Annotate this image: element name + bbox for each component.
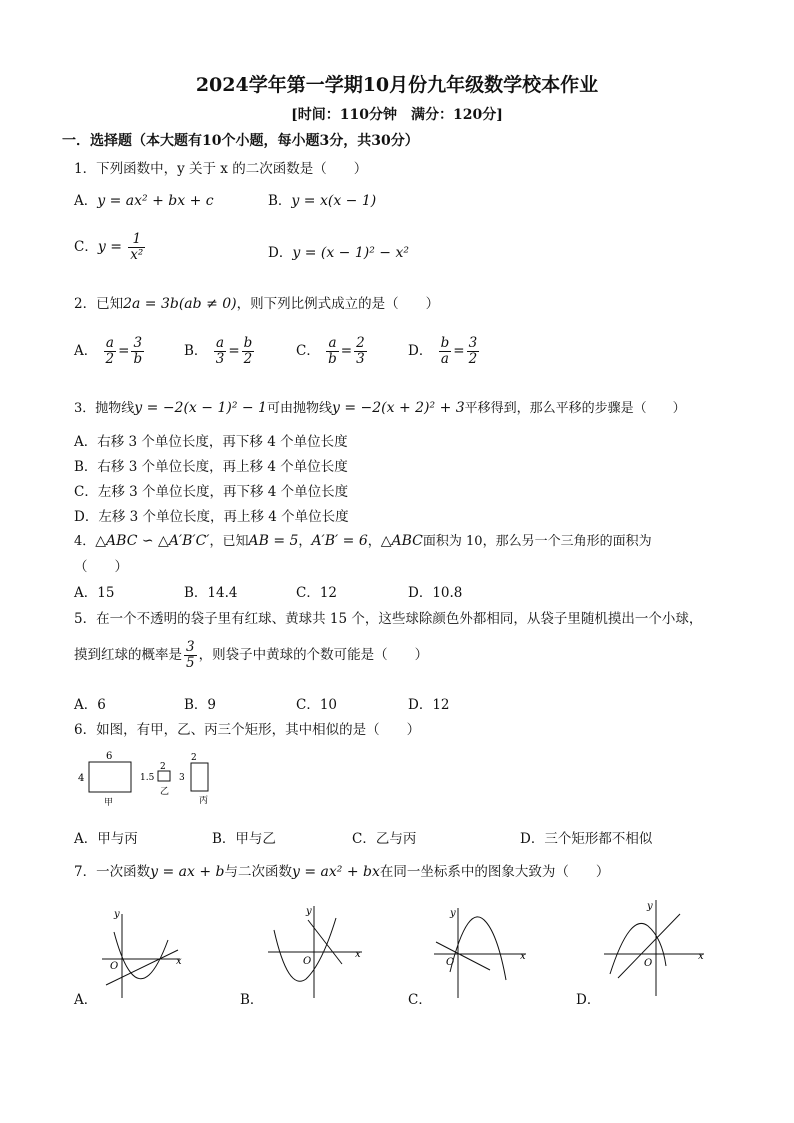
q4-option-d[interactable]: D．10.8 [408, 585, 463, 601]
question-7-stem [74, 860, 609, 880]
y-axis-label: y [306, 906, 312, 917]
stem-text: 面积为 10，那么另一个三角形的面积为 [422, 534, 652, 549]
q2-option-b[interactable] [184, 336, 256, 367]
option-label: B． [268, 193, 292, 209]
x-axis-label: x [520, 951, 526, 962]
fraction [104, 336, 117, 367]
denominator: b [328, 351, 337, 367]
option-label: D． [268, 245, 293, 261]
numerator: a [104, 336, 117, 352]
numerator: 3 [468, 335, 478, 351]
denominator: 3 [356, 351, 365, 367]
rect-bing-label: 丙 [199, 796, 209, 806]
question-5-stem-line1: 5．在一个不透明的袋子里有红球、黄球共 15 个，这些球除颜色外都相同，从袋子里随机摸出一个小球， [74, 611, 703, 627]
stem-text: 平移得到，那么平移的步骤是（ ） [464, 401, 686, 416]
denominator: 2 [243, 351, 253, 367]
denominator: 3 [215, 351, 225, 367]
q4-option-a[interactable]: A．15 [74, 585, 115, 601]
q5-option-b[interactable]: B．9 [184, 697, 217, 713]
stem-math: y = −2(x − 1)² − 1 [134, 400, 267, 416]
numerator: 3 [131, 336, 144, 352]
q6-option-c[interactable]: C．乙与丙 [352, 831, 417, 847]
stem-text: 与二次函数 [224, 864, 292, 880]
q3-option-d[interactable]: D．左移 3 个单位长度，再上移 4 个单位长度 [74, 509, 349, 525]
q6-option-b[interactable]: B．甲与乙 [212, 831, 276, 847]
rect-jia-width: 6 [106, 751, 113, 762]
fraction [131, 336, 144, 367]
denominator: b [133, 351, 143, 367]
option-label: D． [408, 343, 433, 359]
q6-option-a[interactable]: A．甲与丙 [74, 831, 138, 847]
rect-yi-height: 1.5 [140, 773, 155, 783]
equals-sign: = [340, 343, 353, 359]
question-1-stem: 1．下列函数中，y 关于 x 的二次函数是（ ） [74, 161, 368, 177]
origin-label: O [303, 956, 312, 967]
parabola-curve [610, 923, 666, 974]
question-6-stem: 6．如图，有甲，乙、丙三个矩形，其中相似的是（ ） [74, 722, 421, 738]
q1-d-expr: y = (x − 1)² − x² [292, 245, 409, 261]
rect-bing-height: 3 [179, 773, 185, 783]
x-axis-label: x [176, 956, 182, 967]
q5-option-d[interactable]: D．12 [408, 697, 450, 713]
rect-yi-label: 乙 [160, 787, 170, 797]
rect-bing [191, 763, 208, 791]
page-title: 2024学年第一学期10月份九年级数学校本作业 [195, 74, 599, 96]
y-axis-label: y [647, 901, 653, 912]
numerator: a [214, 336, 227, 352]
q3-option-a[interactable]: A．右移 3 个单位长度，再下移 4 个单位长度 [74, 434, 348, 450]
stem-text: 2．已知 [74, 296, 124, 312]
q7-graph-b [262, 902, 362, 1002]
fraction [354, 336, 367, 367]
q6-rectangles-figure [74, 748, 224, 810]
q1-option-c[interactable] [74, 232, 147, 263]
denominator: 5 [186, 655, 195, 671]
q1-c-fraction [128, 232, 145, 263]
stem-text: ，则下列比例式成立的是（ ） [236, 296, 440, 312]
q4-option-b[interactable]: B．14.4 [184, 585, 238, 601]
section-heading: 一．选择题（本大题有10个小题，每小题3分，共30分） [62, 133, 419, 149]
x-axis-label: x [698, 951, 704, 962]
q7-option-c[interactable]: C． [408, 992, 432, 1008]
rect-jia-label: 甲 [104, 798, 114, 808]
numerator: 3 [186, 639, 195, 655]
stem-math: y = ax² + bx [291, 864, 380, 880]
origin-label: O [644, 958, 653, 969]
stem-text: ， [298, 534, 312, 549]
fraction [467, 336, 480, 367]
option-label: A． [74, 193, 98, 209]
equals-sign: = [228, 343, 240, 359]
rect-bing-width: 2 [191, 753, 197, 763]
linear-line [436, 942, 490, 970]
stem-text: ，则袋子中黄球的个数可能是（ ） [198, 647, 429, 663]
q7-option-b[interactable]: B． [240, 992, 264, 1008]
equals-sign: = [118, 343, 130, 359]
question-3-stem [74, 397, 686, 416]
q1-option-d[interactable] [268, 241, 409, 261]
numerator: b [440, 335, 450, 351]
y-axis-label: y [114, 909, 120, 920]
q7-graph-c [428, 902, 528, 1002]
q1-b-expr: y = x(x − 1) [291, 193, 377, 209]
option-label: A． [74, 343, 98, 359]
question-4-answer-blank: （ ） [74, 559, 128, 575]
stem-text: 在同一坐标系中的图象大致为（ ） [379, 864, 610, 880]
y-axis-label: y [450, 908, 456, 919]
probability-fraction [184, 640, 197, 671]
q2-option-d[interactable] [408, 336, 481, 367]
q7-option-d[interactable]: D． [576, 992, 601, 1008]
q1-c-lhs: y = [97, 239, 122, 255]
q7-graph-a [92, 902, 192, 1002]
stem-text: 3．抛物线 [74, 401, 135, 416]
stem-math: y = −2(x + 2)² + 3 [331, 400, 465, 416]
stem-text: 可由抛物线 [266, 401, 332, 416]
x-axis-label: x [355, 949, 361, 960]
exam-time-score: [时间：110分钟 满分：120分] [291, 107, 503, 123]
equals-sign: = [453, 343, 465, 359]
rect-jia-height: 4 [78, 773, 85, 784]
denominator: a [440, 351, 449, 367]
parabola-curve [274, 918, 336, 981]
fraction [326, 336, 339, 367]
stem-text: 7．一次函数 [74, 864, 151, 880]
stem-math: 2a = 3b(ab ≠ 0) [123, 296, 237, 312]
stem-math: △ABC ∽ △A′B′C′ [95, 533, 210, 549]
stem-text: 4． [74, 534, 96, 549]
q6-option-d[interactable]: D．三个矩形都不相似 [520, 831, 653, 847]
stem-math: △ABC [380, 533, 423, 549]
q7-option-a[interactable]: A． [74, 992, 98, 1008]
q3-option-c[interactable]: C．左移 3 个单位长度，再下移 4 个单位长度 [74, 484, 349, 500]
origin-label: O [110, 961, 119, 972]
option-label: C． [296, 343, 320, 359]
question-5-stem-line2 [74, 640, 428, 671]
q1-option-b[interactable] [268, 189, 376, 209]
numerator: b [243, 335, 253, 351]
stem-math: AB = 5 [248, 533, 299, 549]
option-label: B． [184, 343, 208, 359]
question-4-stem [74, 530, 652, 549]
q4-option-c[interactable]: C．12 [296, 585, 338, 601]
rect-jia [89, 762, 131, 792]
q3-option-b[interactable]: B．右移 3 个单位长度，再上移 4 个单位长度 [74, 459, 348, 475]
q5-option-c[interactable]: C．10 [296, 697, 338, 713]
linear-line [308, 920, 342, 964]
q5-option-a[interactable]: A．6 [74, 697, 106, 713]
question-2-stem [74, 292, 439, 312]
numerator: 1 [128, 232, 145, 248]
numerator: 2 [356, 335, 365, 351]
rect-yi [158, 771, 170, 781]
fraction [439, 336, 452, 367]
option-label: C． [74, 239, 98, 255]
fraction [242, 336, 255, 367]
rect-yi-width: 2 [160, 762, 166, 772]
numerator: a [326, 336, 339, 352]
fraction [214, 336, 227, 367]
denominator: x² [130, 247, 144, 263]
stem-math: A′B′ = 6 [311, 533, 368, 549]
denominator: 2 [105, 351, 115, 367]
q2-option-a[interactable] [74, 336, 146, 367]
q7-graph-d [600, 896, 710, 1000]
stem-math: y = ax + b [150, 864, 225, 880]
origin-label: O [446, 957, 455, 968]
q2-option-c[interactable] [296, 336, 369, 367]
q1-option-a[interactable] [74, 189, 214, 209]
q1-a-expr: y = ax² + bx + c [97, 193, 214, 209]
denominator: 2 [468, 351, 478, 367]
stem-text: 摸到红球的概率是 [74, 647, 182, 663]
stem-text: ，已知 [209, 534, 249, 549]
stem-text: ， [367, 534, 381, 549]
